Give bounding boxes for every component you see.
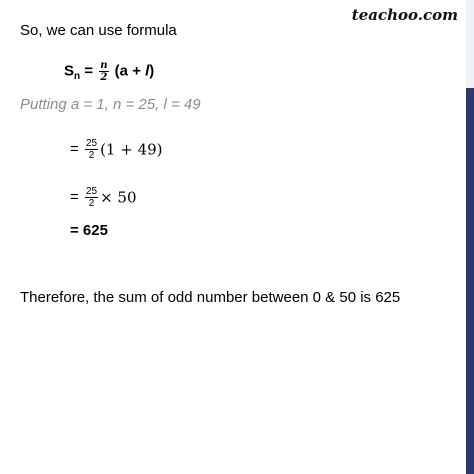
step1-fraction	[85, 138, 98, 161]
calculation-result: = 625	[70, 222, 108, 239]
formula-lhs-symbol: S	[64, 62, 75, 80]
step2-equals: =	[70, 188, 83, 206]
formula-rhs-open: (a +	[110, 62, 146, 80]
calculation-step-2	[70, 186, 137, 209]
teachoo-logo: teachoo.com	[351, 6, 458, 24]
step1-fraction-denominator: 2	[88, 150, 95, 161]
calculation-step-1	[70, 138, 163, 161]
sum-formula	[64, 60, 154, 83]
side-accent-bar	[466, 88, 474, 474]
formula-fraction-numerator: n	[100, 60, 108, 71]
formula-lhs-subscript: n	[74, 71, 81, 83]
formula-rhs-close: )	[149, 62, 155, 80]
step1-equals: =	[70, 140, 83, 158]
step2-fraction	[85, 186, 98, 209]
step1-expression: (1 + 49)	[100, 140, 163, 159]
formula-rhs-variable: l	[145, 62, 150, 80]
formula-fraction	[99, 60, 108, 83]
step2-fraction-denominator: 2	[88, 198, 95, 209]
formula-fraction-denominator: 2	[100, 72, 108, 83]
conclusion-text: Therefore, the sum of odd number between 0 & 50 is 625	[20, 289, 401, 306]
formula-equals: =	[80, 62, 98, 80]
substitution-note: Putting a = 1, n = 25, l = 49	[20, 96, 201, 113]
intro-text: So, we can use formula	[20, 22, 177, 39]
step2-fraction-numerator: 25	[85, 186, 98, 197]
step2-expression: × 50	[100, 188, 137, 207]
step1-fraction-numerator: 25	[85, 138, 98, 149]
